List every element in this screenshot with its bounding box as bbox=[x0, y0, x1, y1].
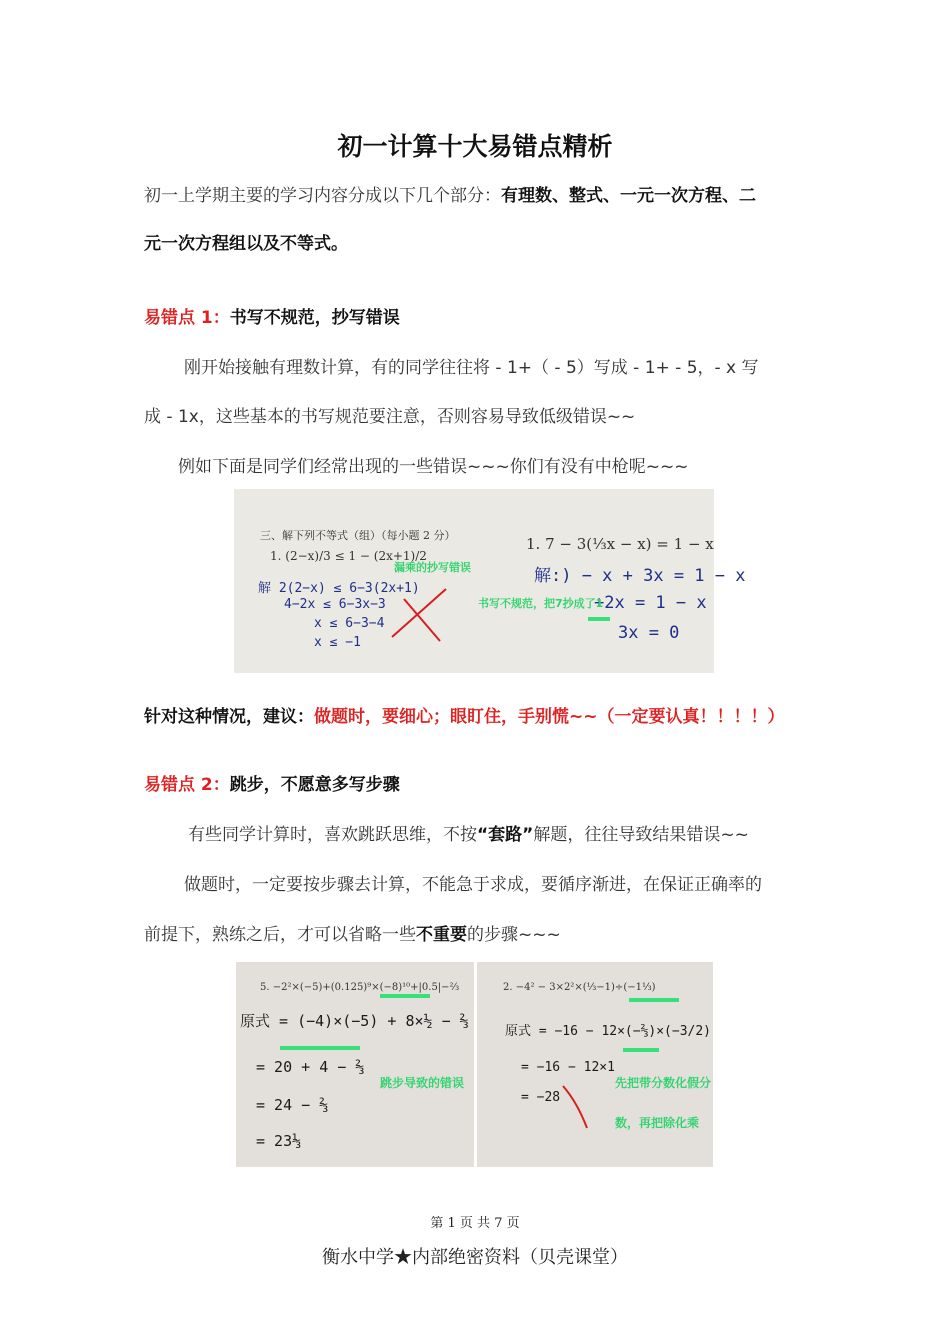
section2-label: 易错点 2： bbox=[144, 775, 230, 795]
worksheet-photo-2 bbox=[236, 962, 474, 1167]
section2-p1 bbox=[188, 823, 852, 847]
photo3-red-mark bbox=[557, 1082, 597, 1132]
photo1-annotation-a: 漏乘的抄写错误 bbox=[394, 561, 471, 574]
intro-line-1 bbox=[144, 184, 808, 208]
photo3-question: 2. −4² − 3×2²×(⅓−1)÷(−1⅓) bbox=[503, 982, 656, 993]
photo1-hw-left-3: x ≤ 6−3−4 bbox=[314, 616, 385, 631]
section2-p1-a: 有些同学计算时，喜欢跳跃思维，不按 bbox=[188, 825, 477, 845]
section2-p2-b: 的步骤~~~ bbox=[467, 925, 561, 945]
photo2-hw-1: 原式 = (−4)×(−5) + 8×½ − ⅔ bbox=[240, 1012, 469, 1030]
section1-p2: 例如下面是同学们经常出现的一些错误~~~你们有没有中枪呢~~~ bbox=[178, 457, 689, 477]
section2-heading bbox=[144, 773, 808, 797]
photo2-hw-2: = 20 + 4 − ⅔ bbox=[256, 1058, 365, 1076]
advice-red: 做题时，要细心；眼盯住，手别慌~~（一定要认真！！！！） bbox=[314, 707, 785, 727]
section2-p2-line2 bbox=[144, 923, 808, 947]
photo2-question: 5. −2²×(−5)+(0.125)⁹×(−8)¹⁰+|0.5|−⅔ bbox=[260, 982, 460, 993]
section2-p2-a: 前提下，熟练之后，才可以省略一些 bbox=[144, 925, 416, 945]
section2-p2-line1: 做题时，一定要按步骤去计算，不能急于求成，要循序渐进，在保证正确率的 bbox=[184, 875, 762, 895]
photo1-question-left: 1. (2−x)/3 ≤ 1 − (2x+1)/2 bbox=[270, 549, 427, 563]
photo3-annotation-1: 先把带分数化假分 bbox=[615, 1076, 712, 1090]
section1-heading bbox=[144, 306, 808, 330]
worksheet-photo-3 bbox=[477, 962, 713, 1167]
intro-bold-2: 元一次方程组以及不等式。 bbox=[144, 234, 348, 254]
photo1-highlight bbox=[588, 617, 610, 621]
photo2-hw-3: = 24 − ⅔ bbox=[256, 1096, 329, 1114]
document-title: 初一计算十大易错点精析 bbox=[337, 132, 613, 161]
photo3-annotation-2: 数，再把除化乘 bbox=[615, 1116, 700, 1130]
section2-p2-bold: 不重要 bbox=[416, 925, 467, 945]
intro-bold-1: 有理数、整式、一元一次方程、二 bbox=[501, 186, 756, 206]
photo3-highlight-top bbox=[629, 998, 679, 1002]
photo1-red-cross bbox=[384, 579, 454, 649]
section2-p1-bold: “套路” bbox=[477, 825, 534, 845]
photo1-hw-left-2: 4−2x ≤ 6−3x−3 bbox=[284, 597, 386, 612]
photo1-question-right: 1. 7 − 3(⅓x − x) = 1 − x bbox=[526, 535, 714, 553]
section2-p1-b: 解题，往往导致结果错误~~ bbox=[533, 825, 749, 845]
photo2-highlight-top bbox=[380, 994, 430, 998]
photo3-hw-3: = −28 bbox=[521, 1090, 561, 1105]
advice-prefix: 针对这种情况，建议： bbox=[144, 707, 314, 727]
photo3-highlight-bottom bbox=[623, 1048, 659, 1052]
document-source: 衡水中学★内部绝密资料（贝壳课堂） bbox=[322, 1247, 628, 1268]
section1-p1-line2: 成 - 1x，这些基本的书写规范要注意，否则容易导致低级错误~~ bbox=[144, 407, 636, 427]
photo3-hw-1: 原式 = −16 − 12×(−⅔)×(−3/2) bbox=[505, 1024, 712, 1039]
photo1-hw-left-4: x ≤ −1 bbox=[314, 635, 361, 650]
section1-title: 书写不规范，抄写错误 bbox=[229, 308, 400, 328]
section1-p1-line1: 刚开始接触有理数计算，有的同学往往将 - 1+（ - 5）写成 - 1+ - 5，- x 写 bbox=[184, 358, 759, 378]
section1-advice bbox=[144, 705, 808, 729]
intro-prefix: 初一上学期主要的学习内容分成以下几个部分： bbox=[144, 186, 501, 206]
photo1-annotation-b: 书写不规范，把7抄成了1 bbox=[478, 597, 604, 610]
photo3-hw-2: = −16 − 12×1 bbox=[521, 1060, 615, 1075]
section1-label: 易错点 1： bbox=[144, 308, 230, 328]
intro-line-2 bbox=[144, 232, 808, 256]
photo2-highlight-bottom bbox=[280, 1046, 360, 1050]
section2-title: 跳步，不愿意多写步骤 bbox=[229, 775, 400, 795]
worksheet-photo-1 bbox=[234, 489, 746, 673]
photo1-hw-left-1: 解 2(2−x) ≤ 6−3(2x+1) bbox=[258, 581, 420, 596]
photo1-header: 三、解下列不等式（组）（每小题 2 分） bbox=[260, 529, 456, 542]
photo2-annotation: 跳步导致的错误 bbox=[380, 1076, 465, 1090]
photo1-hw-right-1: 解:) − x + 3x = 1 − x bbox=[534, 566, 746, 586]
page-number: 第 1 页 共 7 页 bbox=[430, 1216, 520, 1231]
photo1-hw-right-3: 3x = 0 bbox=[618, 623, 680, 643]
photo2-hw-4: = 23⅓ bbox=[256, 1132, 302, 1150]
photo1-hw-right-2: +2x = 1 − x bbox=[594, 593, 707, 613]
